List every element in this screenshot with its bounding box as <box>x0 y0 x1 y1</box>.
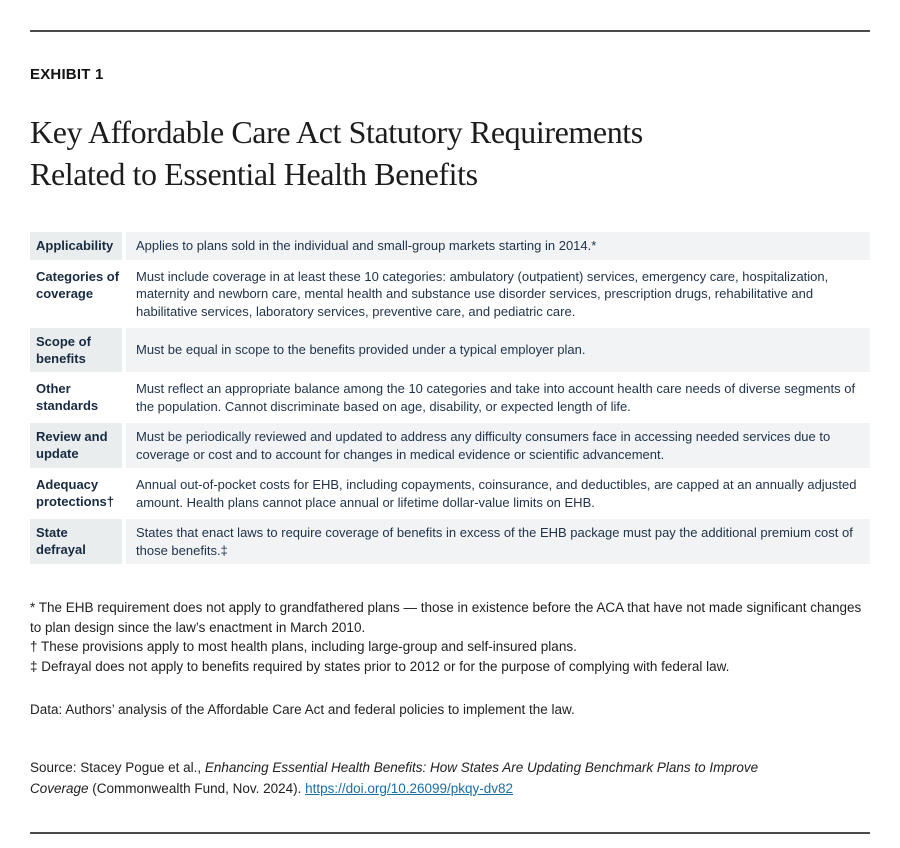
row-description-text: Applies to plans sold in the individual and small-group markets starting in 2014.* <box>136 238 597 253</box>
row-label: Categories of coverage <box>36 268 120 301</box>
data-note: Data: Authors’ analysis of the Affordable Care Act and federal policies to implement the law. <box>30 702 575 717</box>
source-report-title: Enhancing Essential Health Benefits: How States Are Updating Benchmark Plans to Improve Coverage <box>30 759 759 796</box>
table-row-other-standards <box>30 375 870 420</box>
table-row-adequacy <box>30 471 870 516</box>
bottom-divider <box>30 832 870 834</box>
row-description-text: Must be periodically reviewed and updated to address any difficulty consumers face in accessing needed services due to coverage or cost and to account for changes in medical evidence or scientific advancement. <box>136 429 831 462</box>
table-row-categories <box>30 263 870 326</box>
row-description <box>126 519 870 564</box>
row-description <box>126 423 870 468</box>
row-description <box>126 263 870 326</box>
row-label: Other standards <box>36 381 99 413</box>
page-title-line1: Key Affordable Care Act Statutory Requirements <box>30 114 643 150</box>
page-content <box>30 30 870 834</box>
footnote-asterisk: * The EHB requirement does not apply to grandfathered plans — those in existence before the ACA that have not made significant changes to plan design since the law’s enactment in March 2010. <box>30 600 862 635</box>
ehb-requirements-table <box>30 232 870 564</box>
page-title <box>30 111 870 195</box>
row-description <box>126 328 870 372</box>
row-description-text: States that enact laws to require coverage of benefits in excess of the EHB package must pay the additional premium cost of those benefits.‡ <box>136 525 853 558</box>
row-label: Review and update <box>30 423 122 468</box>
row-description-text: Annual out-of-pocket costs for EHB, including copayments, coinsurance, and deductibles, are capped at an annually adjusted amount. Health plans cannot place annual or lifetime dollar-value limits on EHB. <box>136 477 857 510</box>
row-label: Scope of benefits <box>30 328 122 372</box>
row-label: Applicability <box>30 232 122 260</box>
row-description-text: Must reflect an appropriate balance among the 10 categories and take into account health care needs of diverse segments of the population. Cannot discriminate based on age, disability, or expected length of life. <box>136 381 856 414</box>
table-row-state-defrayal <box>30 519 870 564</box>
row-description-text: Must include coverage in at least these 10 categories: ambulatory (outpatient) services, emergency care, hospitalization, maternity and newborn care, mental health and substance use disorder services, prescription drugs, rehabilitative and habilitative services, laboratory services, preventive care, and pediatric care. <box>136 268 829 319</box>
row-description <box>126 471 870 516</box>
top-divider <box>30 30 870 32</box>
source-suffix: (Commonwealth Fund, Nov. 2024). <box>88 780 306 796</box>
exhibit-label: EXHIBIT 1 <box>30 66 104 83</box>
table-row-review-update <box>30 423 870 468</box>
row-description <box>126 375 870 420</box>
page-title-line2: Related to Essential Health Benefits <box>30 156 478 192</box>
row-label: Adequacy protections† <box>36 477 115 509</box>
source-note <box>30 757 820 799</box>
table-row-scope <box>30 328 870 372</box>
row-description-text: Must be equal in scope to the benefits provided under a typical employer plan. <box>136 342 586 358</box>
footnote-dagger: † These provisions apply to most health plans, including large-group and self-insured plans. <box>30 639 577 654</box>
source-prefix: Source: Stacey Pogue et al., <box>30 759 205 775</box>
doi-link[interactable]: https://doi.org/10.26099/pkqy-dv82 <box>305 780 514 796</box>
table-row-applicability <box>30 232 870 260</box>
row-description <box>126 232 870 260</box>
row-label: State defrayal <box>30 519 122 564</box>
footnotes-block <box>30 598 870 676</box>
footnote-double-dagger: ‡ Defrayal does not apply to benefits required by states prior to 2012 or for the purpose of complying with federal law. <box>30 658 730 674</box>
